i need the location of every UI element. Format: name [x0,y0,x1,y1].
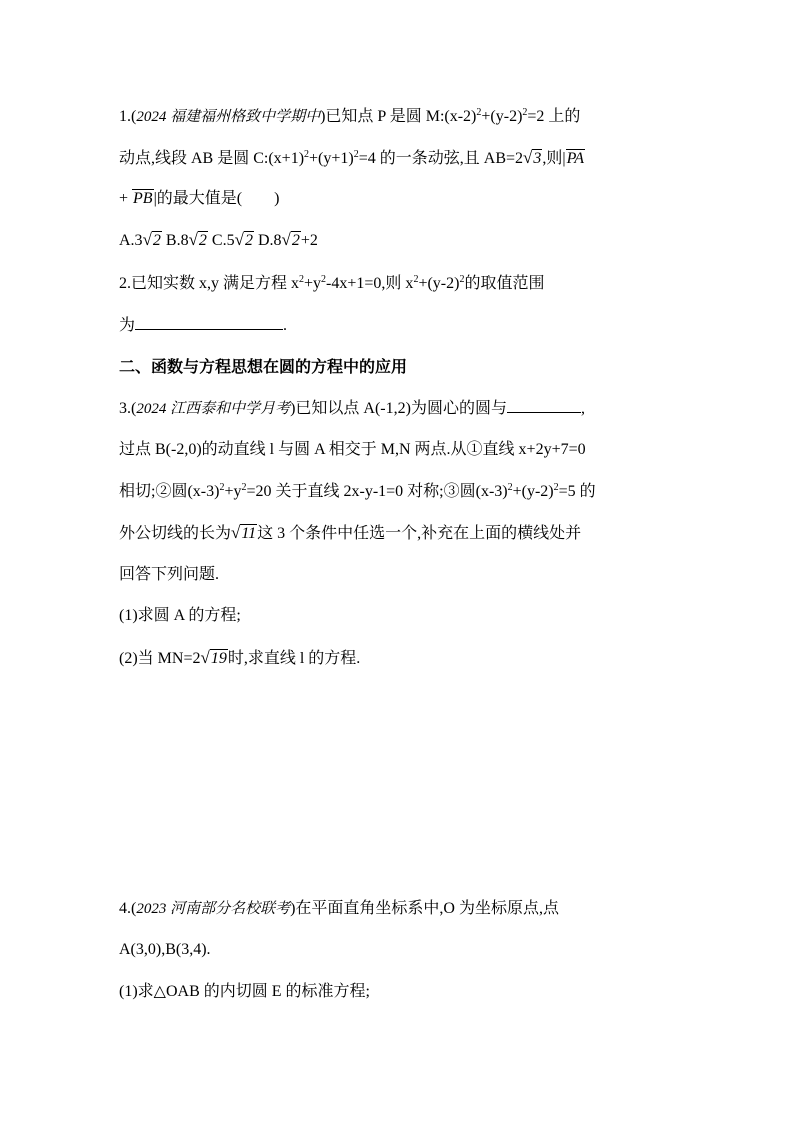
q3-text: +y [224,483,242,500]
option-d-suffix: +2 [300,232,318,249]
radicand: 11 [241,525,257,542]
q1-source: 2024 福建福州格致中学期中 [136,109,321,125]
sqrt: √19 [200,648,227,667]
sqrt: √2 [281,230,300,249]
q2-text: +y [304,275,322,292]
sqrt: √2 [142,230,161,249]
section-heading: 二、函数与方程思想在圆的方程中的应用 [119,357,408,376]
q1-text: |的最大值是( ) [153,190,280,207]
exponent: 2 [522,107,528,118]
exponent: 2 [219,482,225,493]
q1-number: 1.( [119,108,137,125]
sqrt: √3 [523,148,542,167]
q1-options [119,229,318,252]
q1-line-2 [119,147,585,170]
exponent: 2 [304,149,310,160]
radicand: 19 [210,650,227,667]
q3-part-2 [119,647,360,670]
q2-text: . [283,317,288,334]
q2-text: 的取值范围 [464,275,545,292]
q3-part-1: (1)求圆 A 的方程; [119,607,241,624]
option-c: C.5 [207,232,235,249]
sqrt: √2 [188,230,207,249]
sqrt: √11 [231,523,257,542]
q2-text: 为 [119,317,136,334]
exponent: 2 [241,482,247,493]
exponent: 2 [353,149,359,160]
q2-text: +(y-2) [418,275,460,292]
q2-line-2 [119,315,287,337]
q3-text: 这 3 个条件中任选一个,补充在上面的横线处并 [257,525,582,542]
q3-text: =5 的 [558,483,596,500]
radicand: 2 [291,232,300,249]
q3-line-4 [119,522,581,545]
q1-text: 动点,线段 AB 是圆 C:(x+1) [119,150,305,167]
q4-text: )在平面直角坐标系中,O 为坐标原点,点 [290,900,559,917]
radicand: 2 [198,232,207,249]
q3-text: (2)当 MN=2 [119,650,201,667]
q2-text: -4x+1=0,则 x [326,275,414,292]
q1-line-1 [119,106,580,128]
q4-part-1: (1)求△OAB 的内切圆 E 的标准方程; [119,983,370,1000]
q3-line-3 [119,481,596,503]
exponent: 2 [507,482,513,493]
radicand: 2 [152,232,161,249]
q1-text: =4 的一条动弦,且 AB=2 [358,150,524,167]
q3-text: =20 关于直线 2x-y-1=0 对称;③圆(x-3) [246,483,508,500]
exponent: 2 [459,274,465,285]
q4-source: 2023 河南部分名校联考 [136,901,291,917]
q1-line-3 [119,188,279,210]
answer-blank[interactable] [135,315,283,330]
vector-pa: PA [566,150,585,167]
q3-text: , [580,400,585,417]
vector-pb: PB [133,190,153,207]
q1-text: + [119,190,129,207]
q3-line-2: 过点 B(-2,0)的动直线 l 与圆 A 相交于 M,N 两点.从①直线 x+2y+7=0 [119,441,586,458]
exponent: 2 [299,274,305,285]
q3-line-1 [119,398,585,420]
q3-text: )已知以点 A(-1,2)为圆心的圆与 [290,400,507,417]
option-b: B.8 [161,232,189,249]
q3-source: 2024 江西泰和中学月考 [136,401,291,417]
fill-blank[interactable] [507,398,581,413]
radicand: 3 [533,150,542,167]
exponent: 2 [476,107,482,118]
q4-line-2: A(3,0),B(3,4). [119,941,211,958]
q3-text: 时,求直线 l 的方程. [227,650,361,667]
radicand: 2 [244,232,253,249]
sqrt: √2 [234,230,253,249]
q3-text: 相切;②圆(x-3) [119,483,220,500]
exponent: 2 [413,274,419,285]
q1-text: +(y+1) [309,150,354,167]
q3-line-5: 回答下列问题. [119,566,220,583]
q1-text: ,则| [542,150,566,167]
exponent: 2 [553,482,559,493]
q1-text: )已知点 P 是圆 M:(x-2) [320,108,477,125]
option-d: D.8 [253,232,282,249]
q4-number: 4.( [119,900,137,917]
q2-line-1 [119,273,544,295]
exponent: 2 [321,274,327,285]
q3-text: 外公切线的长为 [119,525,232,542]
option-a: A.3 [119,232,143,249]
q1-text: +(y-2) [481,108,523,125]
q3-text: +(y-2) [512,483,554,500]
q2-text: 2.已知实数 x,y 满足方程 x [119,275,300,292]
q4-line-1 [119,898,559,920]
q3-number: 3.( [119,400,137,417]
q1-text: =2 上的 [527,108,581,125]
